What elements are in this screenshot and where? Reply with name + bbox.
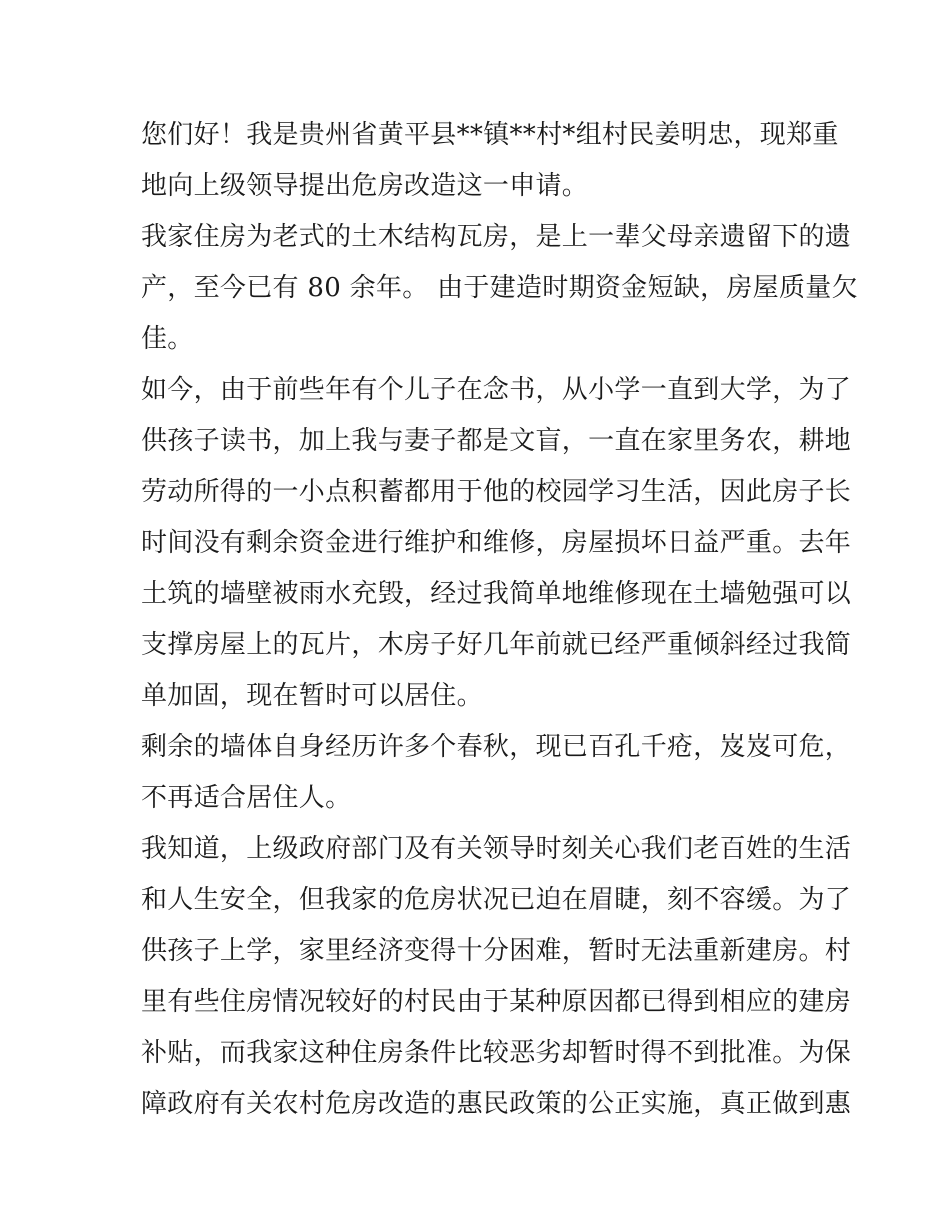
text-line: 您们好！我是贵州省黄平县**镇**村*组村民姜明忠，现郑重 (141, 120, 839, 150)
text-line: 我知道，上级政府部门及有关领导时刻关心我们老百姓的生活 (141, 834, 852, 864)
text-line: 土筑的墙壁被雨水充毁，经过我简单地维修现在土墙勉强可以 (141, 579, 852, 609)
text-line: 劳动所得的一小点积蓄都用于他的校园学习生活，因此房子长 (141, 477, 852, 507)
text-line: 支撑房屋上的瓦片，木房子好几年前就已经严重倾斜经过我简 (141, 630, 852, 660)
text-line: 佳。 (141, 324, 194, 354)
text-line: 单加固，现在暂时可以居住。 (141, 681, 483, 711)
text-line: 里有些住房情况较好的村民由于某种原因都已得到相应的建房 (141, 987, 852, 1017)
text-line: 不再适合居住人。 (141, 783, 352, 813)
text-line: 时间没有剩余资金进行维护和维修，房屋损坏日益严重。去年 (141, 528, 852, 558)
paragraph-request (141, 824, 852, 1130)
text-line: 产，至今已有 80 余年。 由于建造时期资金短缺，房屋质量欠 (141, 273, 858, 303)
text-line: 地向上级领导提出危房改造这一申请。 (141, 171, 589, 201)
paragraph-house-description (141, 212, 858, 365)
text-line: 补贴，而我家这种住房条件比较恶劣却暂时得不到批准。为保 (141, 1038, 852, 1068)
text-line: 我家住房为老式的土木结构瓦房，是上一辈父母亲遗留下的遗 (141, 222, 852, 252)
paragraph-current-situation (141, 365, 852, 722)
text-line: 剩余的墙体自身经历许多个春秋，现已百孔千疮，岌岌可危， (141, 732, 852, 762)
letter-body (141, 110, 858, 1130)
text-line: 如今，由于前些年有个儿子在念书，从小学一直到大学，为了 (141, 375, 852, 405)
text-line: 供孩子读书，加上我与妻子都是文盲，一直在家里务农，耕地 (141, 426, 852, 456)
text-line: 供孩子上学，家里经济变得十分困难，暂时无法重新建房。村 (141, 936, 852, 966)
text-line: 障政府有关农村危房改造的惠民政策的公正实施，真正做到惠 (141, 1089, 852, 1119)
paragraph-greeting (141, 110, 839, 212)
paragraph-walls (141, 722, 852, 824)
text-line: 和人生安全，但我家的危房状况已迫在眉睫，刻不容缓。为了 (141, 885, 852, 915)
